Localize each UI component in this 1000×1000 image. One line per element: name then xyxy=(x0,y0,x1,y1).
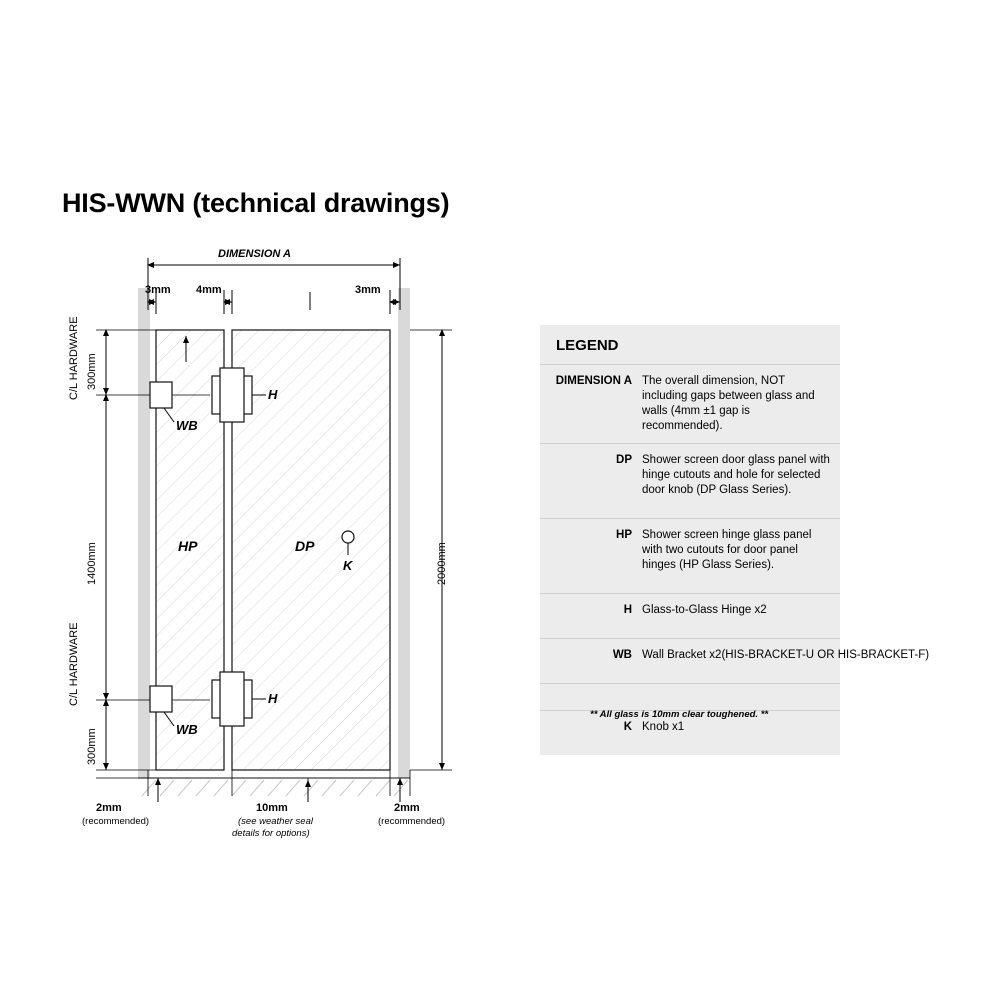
cl-hardware-bottom-label: C/L HARDWARE xyxy=(68,622,80,706)
center-clearance-note-2: details for options) xyxy=(232,828,310,839)
legend-row xyxy=(540,443,840,518)
legend-desc: Knob x1 xyxy=(642,721,685,733)
legend-key: WB xyxy=(612,649,632,661)
legend-key: HP xyxy=(616,529,632,541)
legend-row xyxy=(540,638,930,683)
legend-desc: Wall Bracket x2(HIS-BRACKET-U OR HIS-BRACKET-F) xyxy=(642,649,930,661)
legend-key: H xyxy=(623,604,632,616)
wall-bracket-bottom xyxy=(150,686,172,712)
right-clearance-label: 2mm xyxy=(394,802,420,814)
dim-2000-label: 2000mm xyxy=(436,542,448,585)
legend-desc: Shower screen hinge glass panel with two cutouts for door panel hinges (HP Glass Series). xyxy=(642,529,812,571)
legend-desc: Glass-to-Glass Hinge x2 xyxy=(642,604,767,616)
legend-desc: The overall dimension, NOT including gaps between glass and walls (4mm ±1 gap is recommended). xyxy=(642,375,815,432)
page-title: HIS-WWN (technical drawings) xyxy=(62,188,450,218)
center-clearance-label: 10mm xyxy=(256,802,288,814)
dim-1400-label: 1400mm xyxy=(86,542,98,585)
legend-title: LEGEND xyxy=(556,337,619,354)
wall-bracket-top-label: WB xyxy=(176,418,198,433)
knob-label: K xyxy=(343,558,353,573)
left-clearance-label: 2mm xyxy=(96,802,122,814)
legend-row xyxy=(540,364,840,443)
dim-300-top-label: 300mm xyxy=(86,353,98,390)
gap-right-label: 3mm xyxy=(355,284,381,296)
legend-footnote: ** All glass is 10mm clear toughened. ** xyxy=(590,709,769,720)
hinge-bottom-label: H xyxy=(268,691,278,706)
legend-spacer xyxy=(540,683,840,710)
hinge-panel-label: HP xyxy=(178,538,198,554)
cl-hardware-top-label: C/L HARDWARE xyxy=(68,316,80,400)
left-clearance-note: (recommended) xyxy=(82,816,150,827)
center-clearance-note-1: (see weather seal xyxy=(238,816,313,827)
right-clearance-note: (recommended) xyxy=(378,816,446,827)
legend-row xyxy=(540,593,840,638)
right-wall xyxy=(398,288,410,778)
left-wall xyxy=(138,288,150,778)
door-panel-label: DP xyxy=(295,538,315,554)
wall-bracket-bottom-label: WB xyxy=(176,722,198,737)
legend-row xyxy=(540,518,840,593)
dimension-a-label: DIMENSION A xyxy=(218,248,291,260)
gap-door-label: 4mm xyxy=(196,284,222,296)
legend-key: K xyxy=(623,721,632,733)
legend-key: DIMENSION A xyxy=(555,375,632,387)
legend-desc: Shower screen door glass panel with hinge cutouts and hole for selected door knob (DP Glass Series). xyxy=(642,454,830,496)
gap-left-label: 3mm xyxy=(145,284,171,296)
hinge-top-label: H xyxy=(268,387,278,402)
door-knob xyxy=(342,531,354,543)
legend-key: DP xyxy=(616,454,632,466)
legend-panel xyxy=(540,325,930,755)
technical-drawing xyxy=(60,240,530,840)
wall-bracket-top xyxy=(150,382,172,408)
dim-300-bottom-label: 300mm xyxy=(86,728,98,765)
